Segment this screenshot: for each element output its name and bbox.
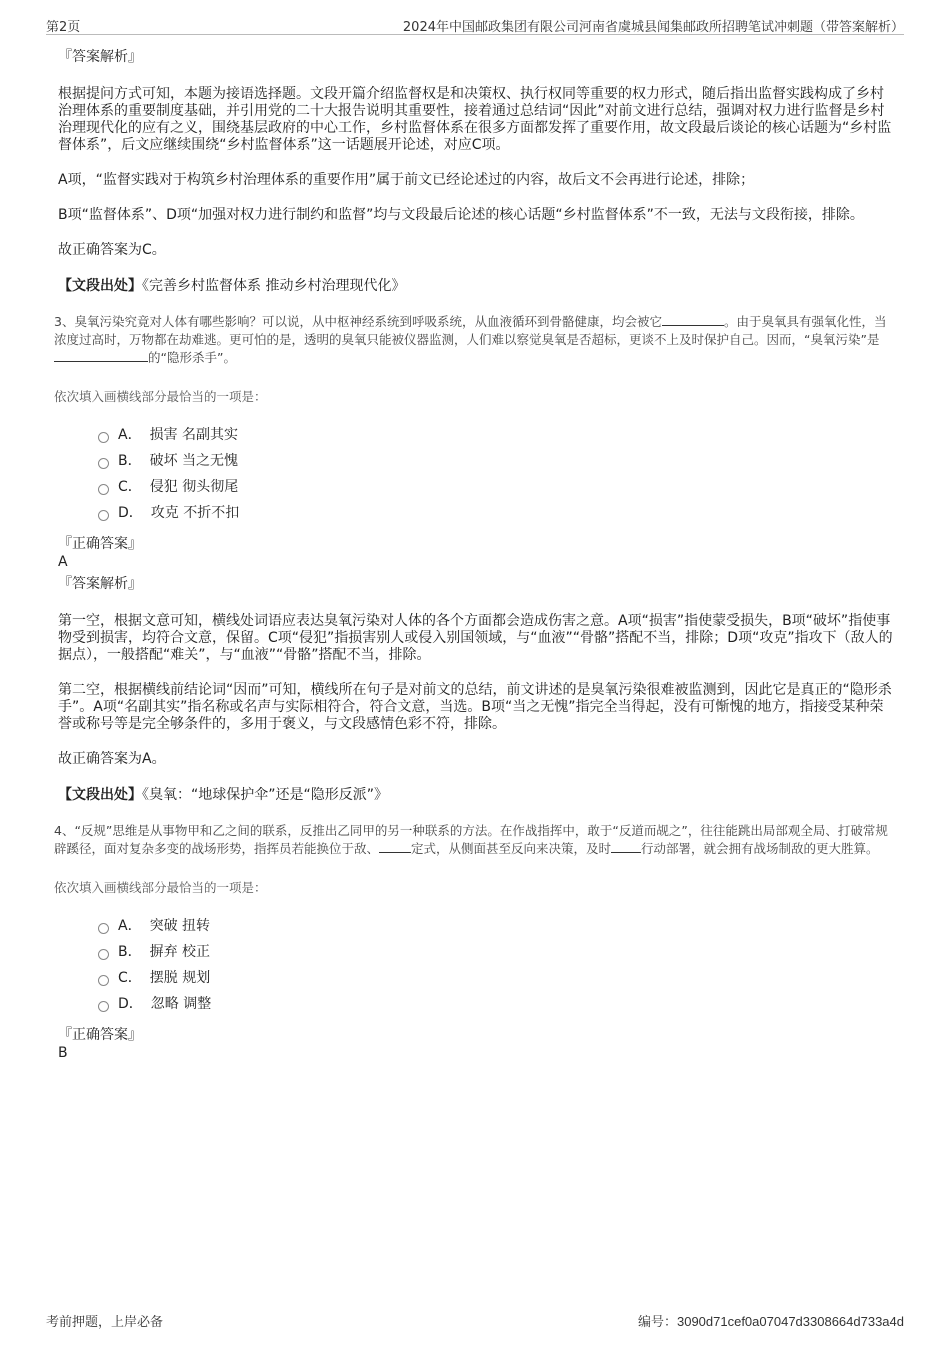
- q4-stem: [54, 822, 894, 858]
- q2-analysis-p1: 根据提问方式可知，本题为接语选择题。文段开篇介绍监督权是和决策权、执行权同等重要的权力形式，随后指出监督实践构成了乡村治理体系的重要制度基础，并引用党的二十大报告说明其重要性，接着通过总结词“因此”对前文进行总结，强调对权力进行监督是乡村治理现代化的应有之义，围绕基层政府的中心工作，乡村监督体系在很多方面都发挥了重要作用，故文段最后谈论的核心话题为“乡村监督体系”，后文应继续围绕“乡村监督体系”这一话题展开论述，对应C项。: [58, 86, 892, 153]
- q3-analysis-p2: 第二空，根据横线前结论词“因而”可知，横线所在句子是对前文的总结，前文讲述的是臭氧污染很难被监测到，因此它是真正的“隐形杀手”。A项“名副其实”指名称或名声与实际相符合，符合文意，当选。B项“当之无愧”指完全当得起，没有可惭愧的地方，指接受某种荣誉或称号等是完全够条件的，多用于褒义，与文段感情色彩不符，排除。: [58, 682, 892, 732]
- q3-stem-part-b: 。由于臭氧具有强氧化性，当浓度过高时，万物都在劫难逃。更可怕的是，透明的臭氧只能被仪器监测，人们难以察觉臭氧是否超标，更谈不上及时保护自己。因而，“臭氧污染”是: [54, 314, 887, 347]
- page-footer: [46, 1311, 904, 1331]
- q3-stem-part-c: 的“隐形杀手”。: [148, 350, 236, 365]
- q3-source: [58, 786, 894, 804]
- q3-options: [98, 421, 894, 525]
- q2-source: [58, 277, 894, 295]
- radio-icon[interactable]: [98, 975, 109, 986]
- document-id-label: 编号：: [637, 1315, 677, 1330]
- document-title: 2024年中国邮政集团有限公司河南省虞城县闻集邮政所招聘笔试冲刺题（带答案解析）: [402, 20, 904, 35]
- q3-blank-1: [662, 313, 724, 326]
- q2-analysis-p3: B项“监督体系”、D项“加强对权力进行制约和监督”均与文段最后论述的核心话题“乡村监督体系”不一致，无法与文段衔接，排除。: [58, 207, 864, 223]
- q4-correct-label: 『正确答案』: [58, 1027, 142, 1043]
- q3-option-c[interactable]: C． 侵犯 彻头彻尾: [98, 473, 894, 499]
- q4-option-a[interactable]: A． 突破 扭转: [98, 912, 894, 938]
- q3-option-d[interactable]: D． 攻克 不折不扣: [98, 499, 894, 525]
- document-id: [638, 1311, 904, 1330]
- q2-source-text: 《完善乡村监督体系 推动乡村治理现代化》: [142, 278, 406, 294]
- q4-blank-2: [611, 840, 641, 853]
- q3-answer-statement: 故正确答案为A。: [58, 751, 166, 767]
- document-body: [54, 48, 894, 1066]
- radio-icon[interactable]: [98, 949, 109, 960]
- q4-instruction: 依次填入画横线部分最恰当的一项是：: [54, 880, 267, 895]
- q4-options: [98, 912, 894, 1016]
- q2-analysis-p2: A项，“监督实践对于构筑乡村治理体系的重要作用”属于前文已经论述过的内容，故后文不会再进行论述，排除；: [58, 172, 755, 188]
- page-header: [46, 16, 904, 35]
- q3-source-text: 《臭氧：“地球保护伞”还是“隐形反派”》: [142, 787, 389, 803]
- radio-icon[interactable]: [98, 458, 109, 469]
- q4-stem-part-c: 行动部署，就会拥有战场制敌的更大胜算。: [641, 841, 879, 856]
- q4-blank-1: [379, 840, 411, 853]
- q3-correct-answer: A: [58, 554, 68, 570]
- q3-stem: [54, 313, 894, 367]
- q4-correct-answer: B: [58, 1045, 68, 1061]
- radio-icon[interactable]: [98, 510, 109, 521]
- q3-source-label: 【文段出处】: [58, 787, 142, 803]
- q4-option-c[interactable]: C． 摆脱 规划: [98, 964, 894, 990]
- q4-stem-part-b: 定式，从侧面甚至反向来决策，及时: [411, 841, 612, 856]
- q4-stem-part-a: 4、“反规”思维是从事物甲和乙之间的联系，反推出乙同甲的另一种联系的方法。在作战指挥中，敢于“反道而觇之”，往往能跳出局部观全局、打破常规辟蹊径，面对复杂多变的战场形势，指挥员若能换位于敌、: [54, 823, 888, 856]
- radio-icon[interactable]: [98, 1001, 109, 1012]
- page-number: 第2页: [46, 20, 81, 35]
- q3-correct-label: 『正确答案』: [58, 536, 142, 552]
- q3-blank-2: [54, 349, 148, 362]
- q4-option-b[interactable]: B． 摒弃 校正: [98, 938, 894, 964]
- q3-option-b[interactable]: B． 破坏 当之无愧: [98, 447, 894, 473]
- q2-source-label: 【文段出处】: [58, 278, 142, 294]
- q3-analysis-p1: 第一空，根据文意可知，横线处词语应表达臭氧污染对人体的各个方面都会造成伤害之意。A项“损害”指使蒙受损失，B项“破坏”指使事物受到损害，均符合文意，保留。C项“侵犯”指损害别人或侵入别国领域，与“血液”“骨骼”搭配不当，排除；D项“攻克”指攻下（敌人的据点），一般搭配“难关”，与“血液”“骨骼”搭配不当，排除。: [58, 613, 893, 663]
- q4-option-d[interactable]: D． 忽略 调整: [98, 990, 894, 1016]
- radio-icon[interactable]: [98, 484, 109, 495]
- document-id-value: 3090d71cef0a07047d3308664d733a4d: [676, 1314, 904, 1329]
- radio-icon[interactable]: [98, 432, 109, 443]
- q3-analysis-label: 『答案解析』: [58, 576, 142, 592]
- q2-analysis-label: 『答案解析』: [58, 49, 142, 65]
- q2-answer-statement: 故正确答案为C。: [58, 242, 166, 258]
- radio-icon[interactable]: [98, 923, 109, 934]
- q3-option-a[interactable]: A． 损害 名副其实: [98, 421, 894, 447]
- q3-stem-part-a: 3、臭氧污染究竟对人体有哪些影响？可以说，从中枢神经系统到呼吸系统，从血液循环到骨骼健康，均会被它: [54, 314, 662, 329]
- footer-slogan: 考前押题，上岸必备: [46, 1315, 164, 1330]
- q3-instruction: 依次填入画横线部分最恰当的一项是：: [54, 389, 267, 404]
